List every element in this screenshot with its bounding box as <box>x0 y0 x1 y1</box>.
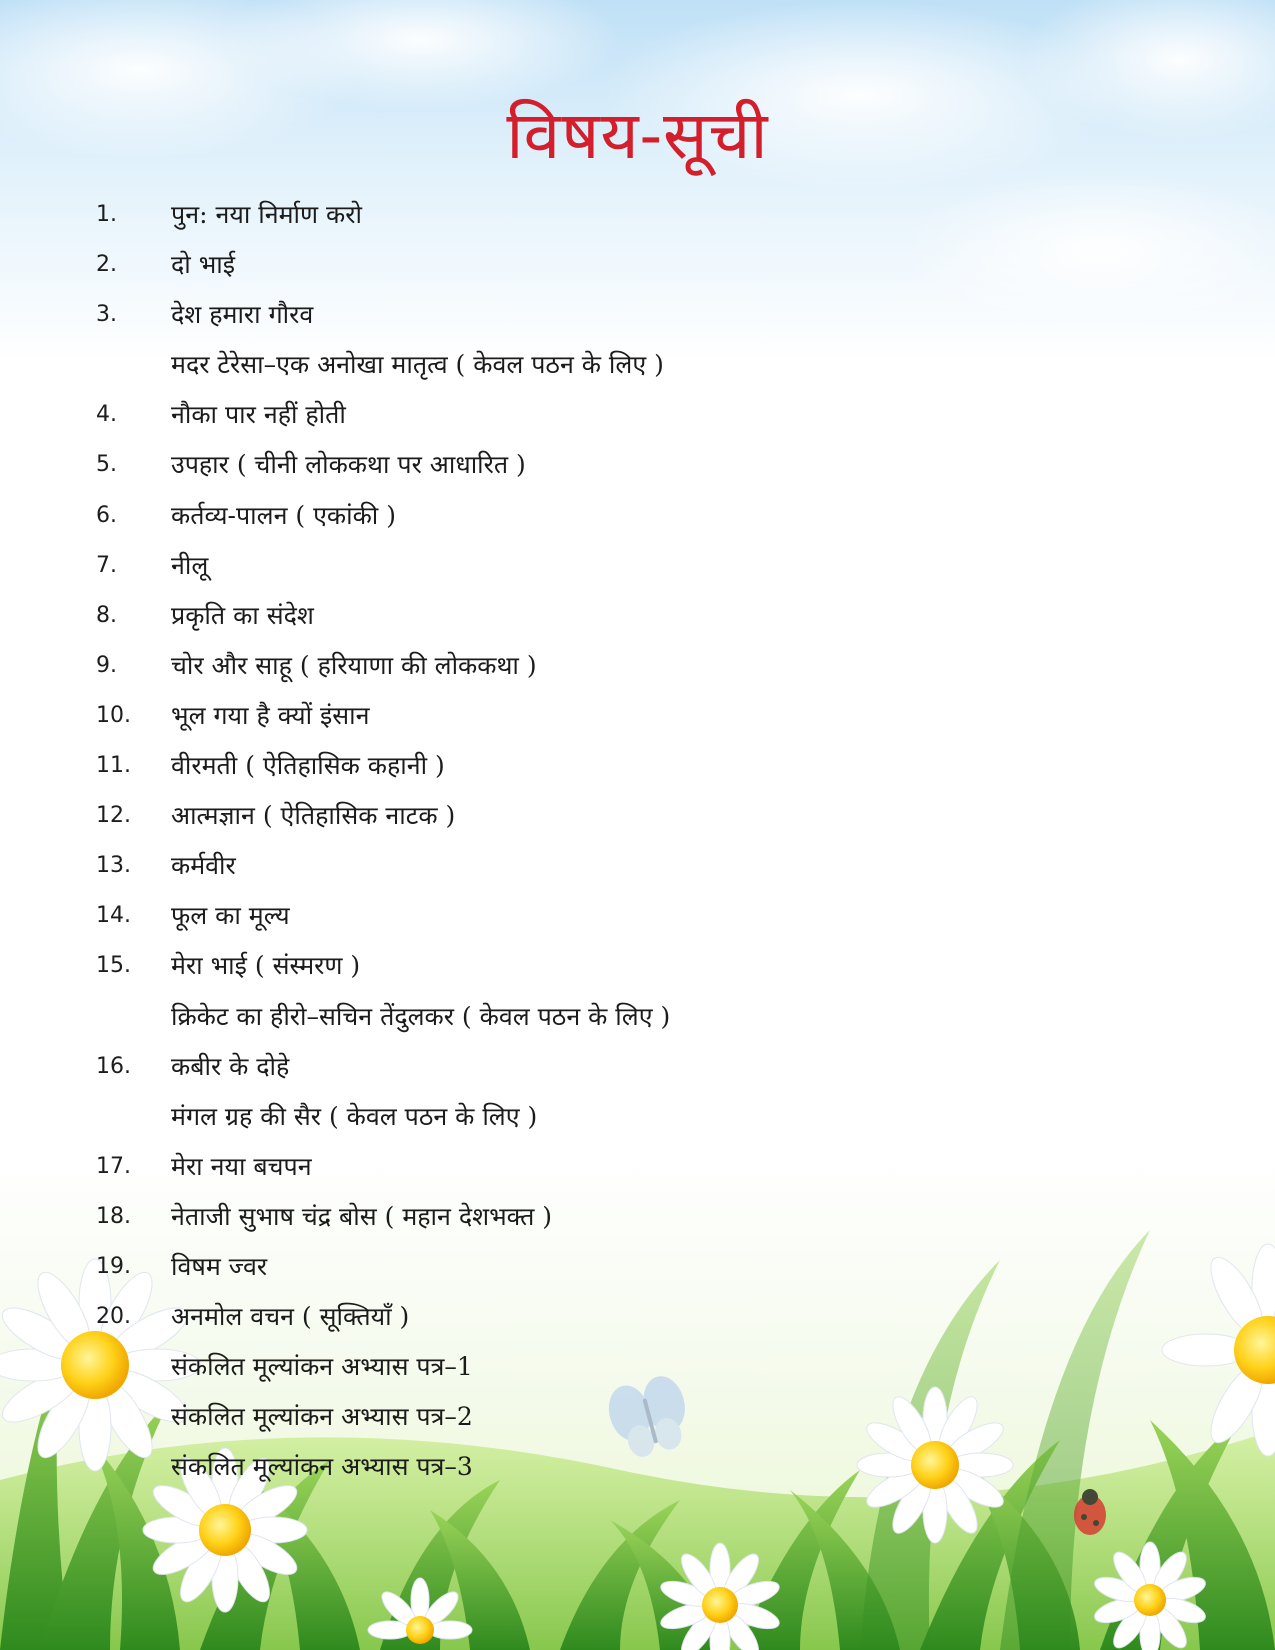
toc-entry-number: 8. <box>96 602 117 628</box>
toc-entry <box>96 691 996 741</box>
toc-entry <box>96 841 996 891</box>
toc-entry-number: 3. <box>96 302 117 328</box>
toc-entry-title: देश हमारा गौरव <box>171 300 314 330</box>
toc-entry-title: कर्मवीर <box>171 851 236 881</box>
toc-entry <box>96 1342 996 1392</box>
toc-entry-number: 17. <box>96 1153 131 1179</box>
toc-entry-title: मेरा भाई ( संस्मरण ) <box>171 951 361 981</box>
toc-entry-title: उपहार ( चीनी लोककथा पर आधारित ) <box>171 450 526 480</box>
toc-entry <box>96 891 996 941</box>
toc-entry <box>96 290 996 340</box>
toc-entry-title: चोर और साहू ( हरियाणा की लोककथा ) <box>171 650 537 680</box>
toc-entry-title: संकलित मूल्यांकन अभ्यास पत्र–2 <box>171 1402 473 1432</box>
toc-entry-number: 19. <box>96 1253 131 1279</box>
toc-entry-title: अनमोल वचन ( सूक्तियाँ ) <box>171 1302 410 1332</box>
toc-entry-number: 7. <box>96 552 117 578</box>
toc-entry-title: पुन: नया निर्माण करो <box>171 200 362 229</box>
toc-entry-title: आत्मज्ञान ( ऐतिहासिक नाटक ) <box>171 801 456 831</box>
toc-entry <box>96 941 996 991</box>
toc-entry-title: नीलू <box>171 550 209 580</box>
toc-entry <box>96 741 996 791</box>
toc-entry-title: फूल का मूल्य <box>171 901 290 931</box>
toc-entry-title: मेरा नया बचपन <box>171 1151 312 1181</box>
toc-entry <box>96 1392 996 1442</box>
toc-entry-number: 5. <box>96 452 117 478</box>
toc-entry-title: कर्तव्य-पालन ( एकांकी ) <box>171 500 396 530</box>
toc-entry-number: 14. <box>96 903 131 929</box>
toc-entry-title: विषम ज्वर <box>171 1251 268 1281</box>
toc-entry-number: 1. <box>96 202 117 227</box>
toc-entry <box>96 1242 996 1292</box>
toc-entry-number: 2. <box>96 252 117 278</box>
toc-entry <box>96 1042 996 1092</box>
toc-entry <box>96 1442 996 1492</box>
toc-entry-title: मदर टेरेसा–एक अनोखा मातृत्व ( केवल पठन के लिए ) <box>171 350 664 380</box>
toc-entry <box>96 190 996 240</box>
toc-entry <box>96 1192 996 1242</box>
toc-entry <box>96 992 996 1042</box>
toc-entry-title: नेताजी सुभाष चंद्र बोस ( महान देशभक्त ) <box>171 1201 553 1231</box>
toc-entry-title: प्रकृति का संदेश <box>171 600 314 630</box>
toc-entry-title: वीरमती ( ऐतिहासिक कहानी ) <box>171 751 445 781</box>
toc-entry <box>96 1092 996 1142</box>
toc-entry-number: 18. <box>96 1203 131 1229</box>
toc-entry-number: 20. <box>96 1304 131 1330</box>
toc-entry-number: 4. <box>96 402 117 428</box>
toc-entry <box>96 791 996 841</box>
toc-entry <box>96 491 996 541</box>
table-of-contents-list <box>96 190 996 1492</box>
toc-entry <box>96 240 996 290</box>
toc-entry-number: 13. <box>96 853 131 879</box>
toc-entry <box>96 440 996 490</box>
toc-entry <box>96 340 996 390</box>
toc-entry-number: 15. <box>96 953 131 979</box>
page-title: विषय-सूची <box>506 97 769 174</box>
toc-entry <box>96 1142 996 1192</box>
toc-entry-number: 11. <box>96 753 131 779</box>
toc-entry-title: नौका पार नहीं होती <box>171 400 346 430</box>
toc-entry <box>96 591 996 641</box>
toc-entry <box>96 390 996 440</box>
toc-entry-title: दो भाई <box>171 250 236 280</box>
toc-entry <box>96 541 996 591</box>
toc-entry-title: मंगल ग्रह की सैर ( केवल पठन के लिए ) <box>171 1101 538 1131</box>
toc-entry-number: 6. <box>96 502 117 528</box>
toc-entry-title: संकलित मूल्यांकन अभ्यास पत्र–3 <box>171 1452 473 1482</box>
toc-entry <box>96 1292 996 1342</box>
toc-entry-title: संकलित मूल्यांकन अभ्यास पत्र–1 <box>171 1352 473 1382</box>
toc-entry-title: कबीर के दोहे <box>171 1051 290 1081</box>
toc-entry-number: 16. <box>96 1053 131 1079</box>
toc-entry <box>96 641 996 691</box>
toc-entry-number: 9. <box>96 652 117 678</box>
toc-entry-number: 10. <box>96 702 131 728</box>
toc-entry-title: क्रिकेट का हीरो–सचिन तेंदुलकर ( केवल पठन के लिए ) <box>171 1001 671 1031</box>
toc-entry-title: भूल गया है क्यों इंसान <box>171 700 370 730</box>
toc-entry-number: 12. <box>96 803 131 829</box>
